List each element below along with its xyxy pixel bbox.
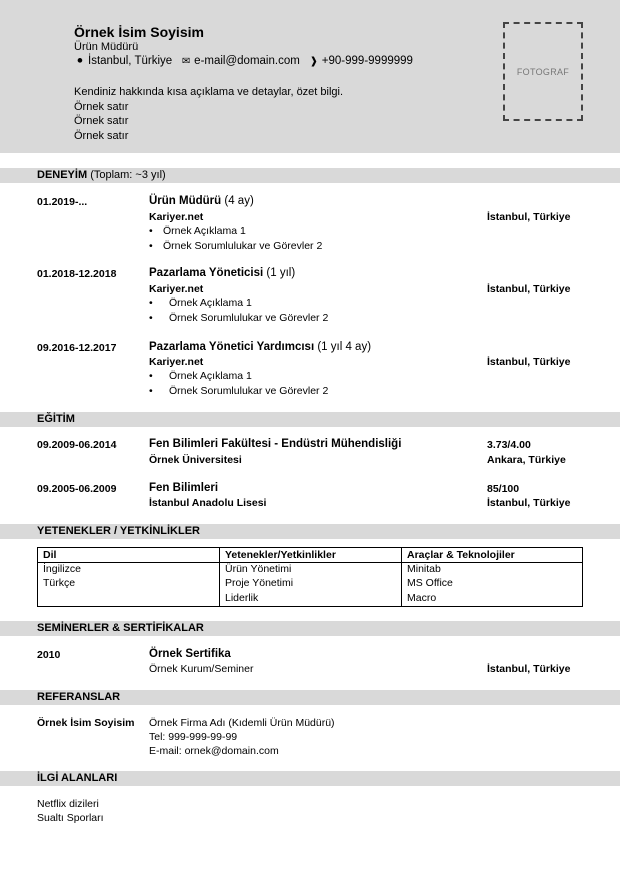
reference-email: E-mail: ornek@domain.com <box>149 745 279 757</box>
section-experience <box>0 168 620 183</box>
table-cell: Liderlik <box>220 592 402 607</box>
table-cell: Türkçe <box>38 577 220 592</box>
job-title: Ürün Müdürü <box>74 41 139 53</box>
summary-line: Örnek satır <box>74 129 129 142</box>
column-header: Dil <box>38 548 220 563</box>
education-location: İstanbul, Türkiye <box>487 497 571 509</box>
seminar-name: Örnek Sertifika <box>149 648 231 660</box>
experience-date: 01.2019-... <box>37 196 88 208</box>
experience-location: İstanbul, Türkiye <box>487 211 571 223</box>
experience-location: İstanbul, Türkiye <box>487 356 571 368</box>
summary-line: Örnek satır <box>74 100 129 113</box>
experience-bullet: • Örnek Sorumlulukar ve Görevler 2 <box>149 312 328 324</box>
section-heading: YETENEKLER / YETKİNLİKLER <box>37 525 200 537</box>
section-heading: İLGİ ALANLARI <box>37 772 118 784</box>
education-date: 09.2009-06.2014 <box>37 439 117 451</box>
phone-icon: ❱ <box>309 55 318 67</box>
section-heading-extra: (Toplam: ~3 yıl) <box>90 169 166 181</box>
table-cell: MS Office <box>402 577 583 592</box>
education-score: 85/100 <box>487 483 520 495</box>
summary-line: Örnek satır <box>74 115 129 127</box>
column-header: Yetenekler/Yetkinlikler <box>220 548 402 563</box>
map-pin-icon: ⚫ <box>75 55 85 67</box>
experience-company: Kariyer.net <box>149 211 204 223</box>
section-heading: SEMİNERLER & SERTİFİKALAR <box>37 622 204 634</box>
table-cell: Proje Yönetimi <box>220 577 402 592</box>
seminar-year: 2010 <box>37 649 61 661</box>
summary-line: Kendiniz hakkında kısa açıklama ve detaylar, özet bilgi. <box>74 86 344 98</box>
education-location: Ankara, Türkiye <box>487 454 566 466</box>
interest-item: Sualtı Sporları <box>37 812 104 824</box>
skills-table <box>37 547 583 607</box>
education-date: 09.2005-06.2009 <box>37 483 117 495</box>
education-school: Örnek Üniversitesi <box>149 454 242 466</box>
email-text: e-mail@domain.com <box>194 55 300 67</box>
education-school: İstanbul Anadolu Lisesi <box>149 497 267 509</box>
experience-company: Kariyer.net <box>149 283 204 295</box>
section-heading: EĞİTİM <box>37 413 75 425</box>
full-name: Örnek İsim Soyisim <box>74 24 204 40</box>
table-cell: Ürün Yönetimi <box>220 563 402 578</box>
reference-company: Örnek Firma Adı (Kıdemli Ürün Müdürü) <box>149 717 335 729</box>
location-text: İstanbul, Türkiye <box>88 55 173 67</box>
interest-item: Netflix dizileri <box>37 798 99 810</box>
reference-phone: Tel: 999-999-99-99 <box>149 731 238 743</box>
photo-label: FOTOGRAF <box>516 66 570 77</box>
summary <box>74 85 343 143</box>
education-degree: Fen Bilimleri Fakültesi - Endüstri Mühendisliği <box>149 438 402 450</box>
section-education <box>0 412 620 427</box>
table-header-row <box>38 548 583 563</box>
table-row <box>38 592 583 607</box>
experience-bullet: • Örnek Sorumlulukar ve Görevler 2 <box>149 240 322 252</box>
table-cell: İngilizce <box>38 563 220 578</box>
seminar-org: Örnek Kurum/Seminer <box>149 663 254 675</box>
contact-line <box>74 55 413 67</box>
experience-role: Pazarlama Yönetici Yardımcısı (1 yıl 4 ay) <box>149 341 372 353</box>
section-skills <box>0 524 620 539</box>
table-row <box>38 563 583 578</box>
section-seminars <box>0 621 620 636</box>
education-degree: Fen Bilimleri <box>149 482 219 494</box>
experience-role: Ürün Müdürü (4 ay) <box>149 195 254 207</box>
table-row <box>38 577 583 592</box>
envelope-icon: ✉ <box>181 55 191 67</box>
column-header: Araçlar & Teknolojiler <box>402 548 583 563</box>
phone-text: +90-999-9999999 <box>321 55 413 67</box>
experience-company: Kariyer.net <box>149 356 204 368</box>
table-cell <box>38 592 220 607</box>
section-interests <box>0 771 620 786</box>
experience-bullet: • Örnek Açıklama 1 <box>149 225 246 237</box>
reference-name: Örnek İsim Soyisim <box>37 717 135 729</box>
photo-placeholder <box>503 22 583 121</box>
experience-role: Pazarlama Yöneticisi (1 yıl) <box>149 267 296 279</box>
experience-location: İstanbul, Türkiye <box>487 283 571 295</box>
experience-date: 01.2018-12.2018 <box>37 268 117 280</box>
table-cell: Macro <box>402 592 583 607</box>
experience-bullet: • Örnek Açıklama 1 <box>149 297 252 309</box>
section-heading: DENEYİM <box>37 169 88 181</box>
section-references <box>0 690 620 705</box>
section-heading: REFERANSLAR <box>37 691 121 703</box>
experience-date: 09.2016-12.2017 <box>37 342 117 354</box>
education-score: 3.73/4.00 <box>487 439 531 451</box>
header-band <box>0 0 620 153</box>
seminar-location: İstanbul, Türkiye <box>487 663 571 675</box>
table-cell: Minitab <box>402 563 583 578</box>
experience-bullet: • Örnek Açıklama 1 <box>149 370 252 382</box>
experience-bullet: • Örnek Sorumlulukar ve Görevler 2 <box>149 385 328 397</box>
